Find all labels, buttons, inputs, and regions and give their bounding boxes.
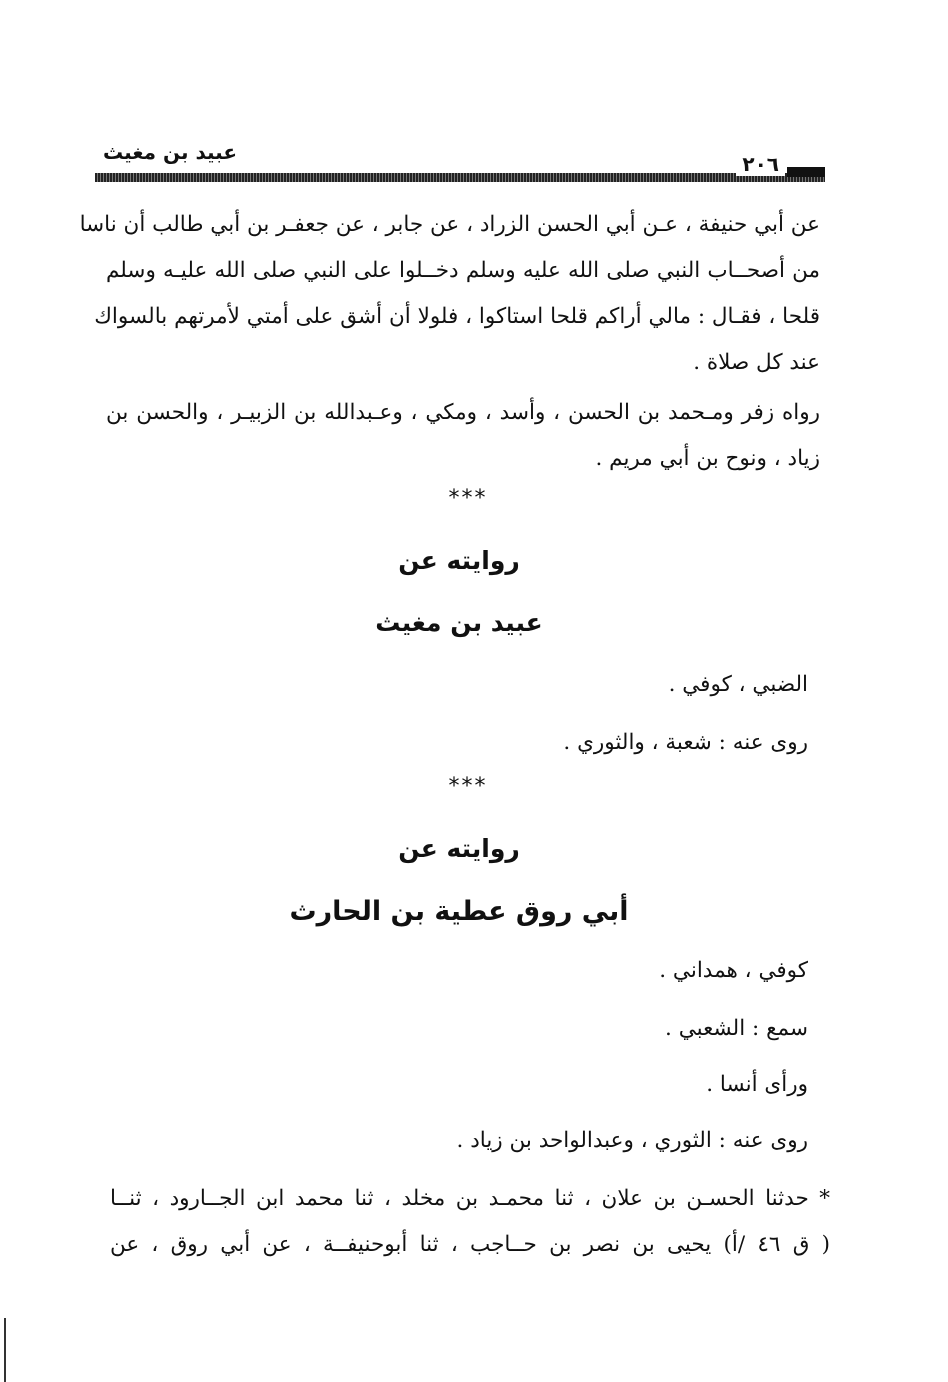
text-line: * حدثنا الحسـن بن علان ، ثنا محمـد بن مخلد ، ثنا محمد ابن الجــارود ، ثنــا: [110, 1186, 830, 1211]
text-line: رواه زفر ومـحمد بن الحسن ، وأسد ، ومكي ، وعـبدالله بن الزبيـر ، والحسن بن: [106, 400, 820, 425]
narrators-paragraph: [106, 390, 820, 482]
isnad-paragraph: [110, 1176, 830, 1268]
entry-line: كوفي ، همداني .: [659, 958, 808, 983]
header-rule-cap: [787, 167, 825, 177]
entry-line: سمع : الشعبي .: [665, 1016, 808, 1041]
text-line: عند كل صلاة .: [693, 350, 820, 375]
text-line: زياد ، ونوح بن أبي مريم .: [595, 446, 820, 471]
entry-line: روى عنه : الثوري ، وعبدالواحد بن زياد .: [456, 1128, 808, 1153]
section-separator: ***: [448, 486, 488, 511]
section-separator: ***: [448, 774, 488, 799]
hadith-paragraph: [79, 202, 820, 386]
entry-line: الضبي ، كوفي .: [668, 672, 808, 697]
text-line: عن أبي حنيفة ، عـن أبي الحسن الزراد ، عن جابر ، عن جعفـر بن أبي طالب أن ناسا: [79, 212, 820, 237]
entry-line: ورأى أنسا .: [706, 1072, 808, 1097]
text-line: ( ق ٤٦ /أ) يحيى بن نصر بن حــاجب ، ثنا أبوحنيفــة ، عن أبي روق ، عن: [110, 1232, 830, 1257]
text-line: قلحا ، فقـال : مالي أراكم قلحا استاكوا ، فلولا أن أشق على أمتي لأمرتهم بالسواك: [94, 304, 820, 329]
header-rule: [95, 173, 825, 182]
section-heading-name: عبيد بن مغيث: [375, 608, 543, 637]
section-heading: روايته عن: [398, 834, 520, 863]
header-title: عبيد بن مغيث: [103, 140, 237, 164]
scan-edge-line: [4, 1318, 6, 1382]
page-number: ٢٠٦: [736, 152, 785, 176]
section-heading: روايته عن: [398, 546, 520, 575]
running-header: [95, 140, 825, 190]
entry-line: روى عنه : شعبة ، والثوري .: [563, 730, 808, 755]
section-heading-name: أبي روق عطية بن الحارث: [289, 896, 629, 927]
text-line: من أصحــاب النبي صلى الله عليه وسلم دخــلوا على النبي صلى الله عليـه وسلم: [106, 258, 820, 283]
